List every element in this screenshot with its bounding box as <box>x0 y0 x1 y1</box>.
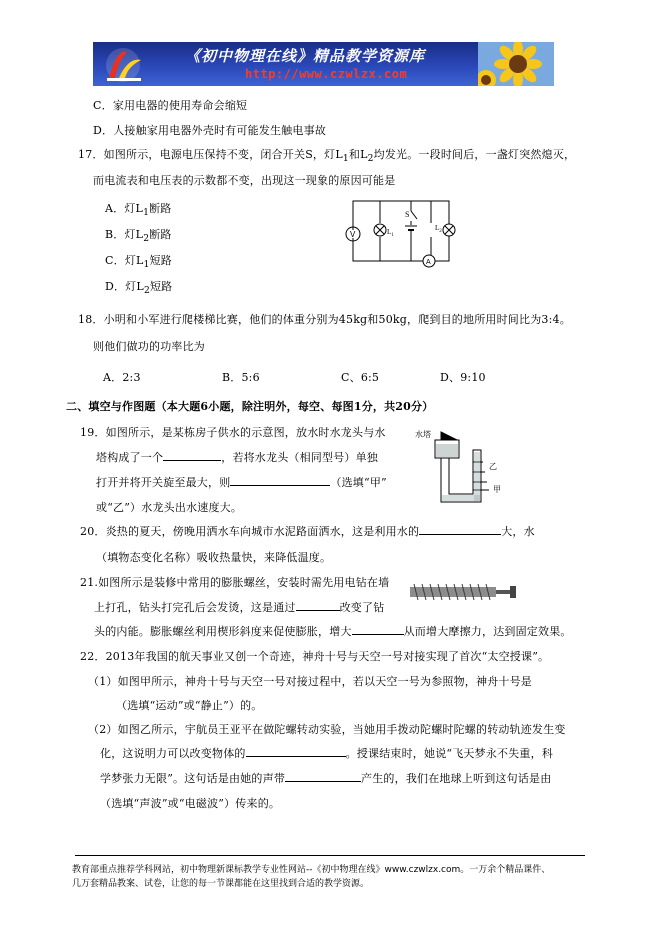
q21-line2 <box>94 599 384 615</box>
option-text: A．灯L <box>105 202 144 215</box>
banner-url[interactable]: http://www.czwlzx.com <box>245 67 408 81</box>
q18-stem-line2: 则他们做功的功率比为 <box>93 340 205 353</box>
option-text: 断路 <box>149 228 172 241</box>
option-text: 断路 <box>149 202 172 215</box>
q19-text: 塔构成了一个 <box>96 451 164 464</box>
tower-label: 水塔 <box>415 430 431 439</box>
q19-water-tower-figure <box>413 428 509 510</box>
q21-text: 上打孔，钻头打完孔后会发烫，这是通过 <box>94 601 296 614</box>
faucet-jia-label: 甲 <box>493 485 501 494</box>
l2-sub: 2 <box>439 229 442 234</box>
q16-option-c: C．家用电器的使用寿命会缩短 <box>93 99 248 112</box>
q17-stem-part: 和L <box>348 148 368 161</box>
switch-label: S <box>405 210 410 219</box>
q21-blank-2[interactable] <box>352 624 404 635</box>
option-sub: 1 <box>143 207 150 219</box>
l2-label <box>435 224 442 234</box>
q22-text: （选填“运动”或“静止”）的。 <box>116 699 263 712</box>
q17-stem-line1 <box>78 146 575 164</box>
q22-part2-line4 <box>100 795 280 811</box>
q17-stem-line2: 而电流表和电压表的示数都不变，出现这一现象的原因可能是 <box>93 174 396 187</box>
banner-title: 《初中物理在线》精品教学资源库 <box>185 47 426 65</box>
l1-sub: 1 <box>391 233 394 238</box>
section-2-heading: 二、填空与作图题（本大题6小题，除注明外，每空、每图1分，共20分） <box>66 400 434 413</box>
l1-label <box>387 228 394 238</box>
q17-sub: 2 <box>367 153 374 165</box>
q19-blank-2[interactable] <box>230 475 330 486</box>
q19-line3 <box>96 474 387 490</box>
q22-part2-line1: （2）如图乙所示，宇航员王亚平在做陀螺转动实验，当她用手拨动陀螺时陀螺的转动轨迹发生变 <box>88 723 566 736</box>
expansion-bolt-icon <box>408 578 520 606</box>
q17-option-b <box>105 226 172 244</box>
q21-line3 <box>94 623 572 639</box>
q18-option-d: D、9:10 <box>440 371 486 384</box>
q21-text: 头的内能。膨胀螺丝利用楔形斜度来促使膨胀，增大 <box>94 625 352 638</box>
q22-part1-line1: （1）如图甲所示，神舟十号与天空一号对接过程中，若以天空一号为参照物，神舟十号是 <box>88 675 532 688</box>
q22-text: 学梦张力无限”。这句话是由她的声带 <box>100 772 286 785</box>
q18-stem-line1: 18．小明和小军进行爬楼梯比赛，他们的体重分别为45kg和50kg，爬到目的地所用时间比为3:4。 <box>78 313 571 326</box>
q19-line1: 19．如图所示，是某栋房子供水的示意图，放水时水龙头与水 <box>80 426 386 439</box>
q20-line1 <box>80 523 535 539</box>
q17-option-a <box>105 200 172 218</box>
q21-text: 改变了钻 <box>339 601 385 614</box>
footer-line2: 几万套精品教案、试卷，让您的每一节课都能在这里找到合适的教学资源。 <box>72 879 370 889</box>
q18-option-a: A．2:3 <box>103 371 141 384</box>
option-sub: 1 <box>143 259 150 271</box>
q19-text: （选填“甲” <box>330 476 387 489</box>
q19-line2 <box>96 449 378 465</box>
q17-option-c <box>105 252 172 270</box>
option-text: 短路 <box>149 280 173 293</box>
q21-blank-1[interactable] <box>296 600 340 611</box>
sunflower-icon <box>478 42 554 86</box>
header-banner <box>93 42 554 86</box>
q22-text: （选填“声波”或“电磁波”）传来的。 <box>100 797 281 810</box>
q19-blank-1[interactable] <box>163 450 221 461</box>
faucet-yi-label: 乙 <box>489 462 497 471</box>
q19-text: ，若将水龙头（相同型号）单独 <box>221 451 379 464</box>
q19-line4: 或“乙”）水龙头出水速度大。 <box>96 501 243 514</box>
q17-stem-part: 17．如图所示，电源电压保持不变，闭合开关S，灯L <box>78 148 343 161</box>
l2-letter: L <box>435 224 440 232</box>
q18-option-b: B．5:6 <box>222 371 260 384</box>
q22-text: 。授课结束时，她说“飞天梦永不失重，科 <box>345 747 554 760</box>
l1-letter: L <box>387 228 392 236</box>
footer-line1: 教育部重点推荐学科网站，初中物理新课标教学专业性网站--《初中物理在线》www.czwlzx.com。一万余个精品课件、 <box>72 865 551 875</box>
q22-part2-line2 <box>100 745 553 761</box>
q22-blank-1[interactable] <box>246 746 346 757</box>
q21-text: 从而增大摩擦力，达到固定效果。 <box>403 625 572 638</box>
ammeter-label: A <box>426 259 431 266</box>
q22-blank-2[interactable] <box>285 771 361 782</box>
q22-line1: 22．2013年我国的航天事业又创一个奇迹，神舟十号与天空一号对接实现了首次“太空授课”。 <box>80 650 550 663</box>
q17-stem-part: 均发光。一段时间后，一盏灯突然熄灭， <box>373 148 576 161</box>
q20-text: 大，水 <box>501 525 535 538</box>
q20-line2: （填物态变化名称）吸收热量快，来降低温度。 <box>96 551 332 564</box>
q17-circuit-diagram <box>343 193 459 269</box>
q20-text: 20．炎热的夏天，傍晚用洒水车向城市水泥路面洒水，这是利用水的 <box>80 525 420 538</box>
q22-part2-line3 <box>100 770 551 786</box>
q17-option-d <box>105 278 172 296</box>
option-text: D．灯L <box>105 280 144 293</box>
site-logo-icon <box>101 46 145 84</box>
q20-blank-1[interactable] <box>419 524 501 535</box>
q22-part1-line2 <box>116 697 263 713</box>
option-sub: 2 <box>143 285 150 297</box>
q22-text: 产生的，我们在地球上听到这句话是由 <box>361 772 552 785</box>
voltmeter-label: V <box>350 230 356 239</box>
footer-divider <box>75 855 585 856</box>
q18-option-c: C、6:5 <box>341 371 380 384</box>
q21-line1: 21.如图所示是装修中常用的膨胀螺丝，安装时需先用电钻在墙 <box>80 576 390 589</box>
option-text: B．灯L <box>105 228 144 241</box>
q22-text: 化，这说明力可以改变物体的 <box>100 747 246 760</box>
q19-text: 打开并将开关旋至最大，则 <box>96 476 231 489</box>
q16-option-d: D．人接触家用电器外壳时有可能发生触电事故 <box>93 124 327 137</box>
q17-sub: 1 <box>342 153 349 165</box>
option-text: 短路 <box>149 254 172 267</box>
option-sub: 2 <box>143 233 150 245</box>
option-text: C．灯L <box>105 254 144 267</box>
